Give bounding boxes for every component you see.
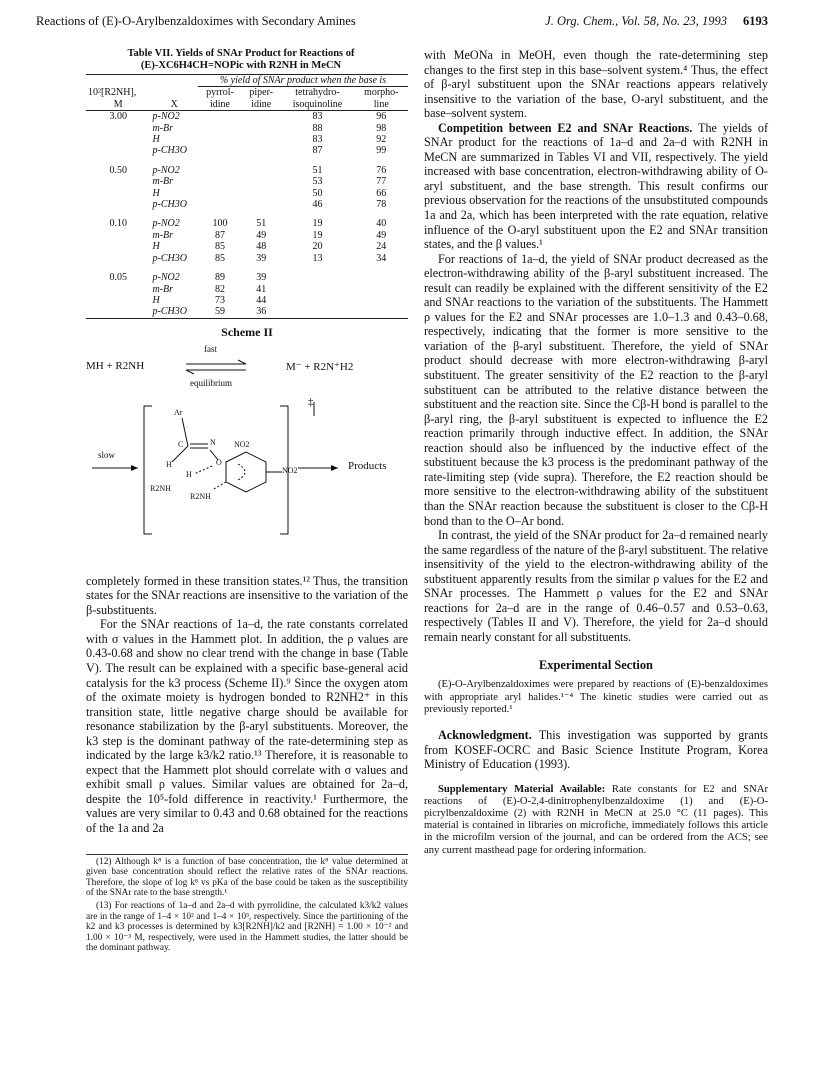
yield-cell: 39 — [256, 252, 267, 264]
yield-cell — [355, 306, 408, 318]
yield-cell: 40 — [376, 218, 387, 230]
table-caption — [74, 48, 408, 72]
substituent-cell: p-NO2 — [152, 164, 180, 176]
right-column — [424, 48, 768, 857]
experimental-heading: Experimental Section — [539, 658, 653, 673]
table-row — [86, 295, 408, 306]
journal-name: J. Org. Chem., Vol. 58, No. 23, 1993 — [545, 14, 727, 28]
table-spanner: % yield of SNAr product when the base is — [198, 75, 408, 87]
yield-cell: 85 — [214, 252, 225, 264]
substituent-cell: p-NO2 — [152, 111, 180, 123]
substituent-cell: H — [152, 134, 160, 146]
table-caption-line1: Table VII. Yields of SNAr Product for Reactions of — [127, 48, 355, 59]
slow-label: slow — [98, 449, 116, 460]
yield-cell: 51 — [256, 218, 267, 230]
col-header-pyrrolidine: pyrrol- — [206, 87, 234, 99]
table-row — [86, 123, 408, 134]
yield-cell: 87 — [312, 145, 323, 157]
substituent-cell: p-NO2 — [152, 218, 180, 230]
col-header-morpholine: morpho- — [364, 87, 399, 99]
left-column — [86, 48, 408, 954]
fast-label: fast — [204, 343, 217, 354]
substituent-cell: m-Br — [152, 176, 174, 188]
yield-cell — [198, 165, 242, 176]
yield-cell: 41 — [256, 283, 267, 295]
yield-cell: 73 — [214, 294, 225, 306]
table-row — [86, 218, 408, 229]
journal-citation — [545, 14, 768, 29]
col-header-conc: 10²[R2NH], — [88, 86, 137, 98]
scheme-ii — [86, 340, 408, 572]
reverse-arrowhead — [186, 370, 194, 374]
table-row — [86, 188, 408, 199]
yield-cell — [242, 123, 280, 134]
yield-cell: 96 — [376, 111, 387, 123]
yield-cell: 36 — [242, 306, 280, 318]
ts-bracket-left — [144, 406, 152, 534]
products-label: Products — [348, 459, 387, 472]
col-header-piperidine: piper- — [249, 87, 274, 99]
yield-cell: 87 — [214, 229, 225, 241]
right-para-1: with MeONa in MeOH, even though the rate-determining step changes to the first step in this base–solvent system.⁴ Thus, the effect of β-aryl substituent upon the SNAr reactions appears relatively insensitive to the variation of the base, O-aryl substituent, and the base–solvent system. — [424, 48, 768, 121]
yield-cell: 48 — [256, 241, 267, 253]
forward-arrowhead — [238, 360, 246, 364]
yield-cell: 77 — [376, 176, 387, 188]
footnote-rule — [86, 854, 408, 855]
yield-cell: 76 — [376, 164, 387, 176]
yield-cell — [242, 165, 280, 176]
yield-cell: 98 — [376, 122, 387, 134]
yield-cell — [198, 188, 242, 199]
table-row — [86, 241, 408, 252]
yield-cell — [242, 145, 280, 156]
yield-cell: 49 — [376, 229, 387, 241]
no2-top-label: NO2 — [234, 439, 250, 449]
o-label: O — [216, 457, 222, 467]
table-row — [86, 272, 408, 283]
yield-cell: 13 — [312, 252, 323, 264]
n-label: N — [210, 437, 216, 447]
yield-cell: 19 — [312, 229, 323, 241]
conc-cell — [86, 188, 150, 199]
table-row — [86, 306, 408, 318]
yield-cell — [242, 188, 280, 199]
yield-cell — [198, 111, 242, 123]
acknowledgment-label: Acknowledgment. — [438, 728, 532, 743]
col-header-pyrrolidine-2: idine — [198, 99, 242, 111]
left-para-1: completely formed in these transition states.¹² Thus, the transition states for the SNAr reactions are insensitive to the variation of the β-substituents. — [86, 573, 408, 617]
substituent-cell: p-CH3O — [150, 306, 197, 318]
yield-cell — [198, 145, 242, 156]
yield-cell: 92 — [376, 134, 387, 146]
conc-cell: 3.00 — [109, 111, 127, 123]
yield-cell: 99 — [376, 145, 387, 157]
substituent-cell: p-NO2 — [152, 272, 180, 284]
col-header-morpholine-2: line — [355, 99, 408, 111]
acknowledgment-text: This investigation was supported by grants from KOSEF-OCRC and Basic Science Institute Program, Korea Ministry of Education (1993). — [424, 728, 768, 772]
table-row — [86, 111, 408, 123]
running-header: Reactions of (E)-O-Arylbenzaldoximes with Secondary Amines — [36, 14, 356, 28]
ar-label: Ar — [174, 407, 183, 417]
table-row — [86, 165, 408, 176]
table-row — [86, 176, 408, 187]
conc-cell — [86, 134, 150, 145]
yield-cell — [198, 176, 242, 187]
supplementary-text: Rate constants for E2 and SNAr reactions of (E)-O-2,4-dinitrophenylbenzaldoxime (1) and (E)-O-picrylbenzaldoxime (2) with R2NH in MeCN at 25.0 °C (11 pages). This material is contained in libraries on microfiche, immediately follows this article in the microfilm version of the journal, and can be ordered from the ACS; see any current masthead page for ordering information. — [424, 783, 769, 856]
experimental-text: (E)-O-Arylbenzaldoximes were prepared by reactions of (E)-benzaldoximes with appropriate aryl halides.¹⁻⁴ The kinetic studies were carried out as previously reported.¹ — [424, 679, 768, 715]
competition-heading: Competition between E2 and SNAr Reactions. — [438, 120, 693, 135]
yield-cell — [355, 272, 408, 283]
col-header-thiq: tetrahydro- — [295, 87, 340, 99]
yield-cell: 59 — [198, 306, 242, 318]
yield-cell — [242, 134, 280, 145]
equilibrium-label: equilibrium — [190, 377, 232, 388]
right-para-4: In contrast, the yield of the SNAr product for 2a–d remained nearly the same regardless of the nature of the β-aryl substituent. The relative insensitivity of the yield to the electron-withdrawing ability of the substituent apparently results from the similar ρ values for the E2 and SNAr processes. The Hammett ρ values for the E2 and SNAr reactions for 2a–d are in the range of 0.46–0.57 and 0.53–0.63, respectively (Tables II and V). Therefore, the yield for 2a–d should remain nearly constant for all substituents. — [424, 528, 768, 644]
right-species: M⁻ + R2N⁺H2 — [286, 360, 354, 373]
yield-cell: 20 — [312, 241, 323, 253]
supplementary-label: Supplementary Material Available: — [438, 783, 606, 795]
substituent-cell: H — [152, 294, 160, 306]
yield-cell — [198, 199, 242, 210]
conc-cell — [86, 230, 150, 241]
page-number: 6193 — [743, 14, 768, 28]
ts-label: ‡ — [308, 395, 314, 408]
yield-cell: 51 — [312, 164, 323, 176]
yield-cell: 100 — [212, 218, 228, 230]
yield-cell — [198, 134, 242, 145]
c-label: C — [178, 439, 184, 449]
r2nh-nucleophile-label: R2NH — [190, 491, 211, 501]
substituent-cell: m-Br — [152, 122, 174, 134]
yield-cell — [355, 295, 408, 306]
substituent-cell: p-CH3O — [152, 145, 187, 157]
yield-cell: 44 — [256, 294, 267, 306]
yield-cell — [280, 295, 354, 306]
h-bond-dashed — [194, 466, 212, 474]
conc-cell — [86, 176, 150, 187]
slow-arrowhead — [131, 465, 138, 471]
right-para-3: For reactions of 1a–d, the yield of SNAr product decreased as the electron-withdrawing ability of the β-aryl substituent increased. The result can readily be explained with the different sensitivity of the E2 and SNAr reactions to the variation of the substituents. The Hammett ρ values for the E2 and SNAr processes are 1.0–1.3 and 0.43–0.68, respectively, indicating that the former is more sensitive to the variation of the β-aryl substituent. Therefore, the yield of SNAr product should decrease with more electron-withdrawing β-aryl substituent. The greater sensitivity of the E2 reaction to the β-aryl substituent can be attributed to the relative distance between the substituent and the reaction site. Since the Cβ-H bond is parallel to the β-aryl ring, the β-aryl substituent is expected to influence the E2 reaction primarily through inductive effect. In addition, the SNAr reaction should also be influenced by the inductive effect of the substituent because the k3 process is the predominant pathway of the rate-limiting step (vide supra). Therefore, the E2 reaction should be more sensitive to the electron-withdrawing ability of the substituent than the SNAr reaction because the substituent is closer to the Cβ-H bond than to the O–Ar bond. — [424, 251, 768, 528]
yield-cell — [242, 176, 280, 187]
right-para-2-text: The yields of SNAr product for the reactions of 1a–d and 2a–d with R2NH in MeCN are summarized in Tables VI and VII, respectively. The yield increased with base concentration, electron-withdrawing ability of O-aryl substituent, and the base strength. This result confirms our previous observation for the reactions of the unsubstituted compounds 1a and 2a, which has been interpreted with the rate equation, relative influence of the O-aryl substituent upon the E2 and SNAr transition states, and the β values.¹ — [424, 120, 769, 252]
col-header-x: X — [150, 99, 197, 111]
yield-cell — [198, 123, 242, 134]
products-arrowhead — [331, 465, 338, 471]
ring-delocalization — [238, 464, 245, 480]
yield-cell: 89 — [214, 272, 225, 284]
yield-cell — [280, 306, 354, 318]
substituent-cell: H — [152, 187, 160, 199]
scheme-diagram — [86, 340, 408, 572]
substituent-cell: p-CH3O — [152, 252, 187, 264]
conc-cell — [86, 295, 150, 306]
conc-cell — [86, 284, 150, 295]
table-row — [86, 284, 408, 295]
yield-table — [86, 74, 408, 319]
col-header-thiq-2: isoquinoline — [280, 99, 354, 111]
col-header-piperidine-2: idine — [242, 99, 280, 111]
no2-right-label: NO2 — [282, 465, 298, 475]
conc-cell — [86, 199, 150, 210]
conc-cell — [86, 123, 150, 134]
table-row — [86, 253, 408, 264]
conc-cell: 0.05 — [109, 272, 127, 284]
right-para-2 — [424, 121, 768, 252]
footnote-13: (13) For reactions of 1a–d and 2a–d with pyrrolidine, the calculated k3/k2 values are in the range of 1–4 × 10² and 1–4 × 10³, respectively. Since the partitioning of the k2 and k3 processes is determined by k3[R2NH]/k2 and [R2NH] = 1.00 × 10⁻² and 1.00 × 10⁻³ M, respectively, were used in the Hammett studies, the latter should be the dominant pathway. — [86, 900, 408, 954]
yield-cell: 82 — [214, 283, 225, 295]
yield-cell — [280, 284, 354, 295]
yield-cell: 85 — [214, 241, 225, 253]
substituent-cell: m-Br — [152, 283, 174, 295]
substituent-cell: H — [152, 241, 160, 253]
r2nh-label: R2NH — [150, 483, 171, 493]
conc-cell — [86, 253, 150, 264]
conc-cell: 0.50 — [109, 164, 127, 176]
col-header-conc-unit: M — [86, 99, 150, 111]
yield-cell: 83 — [312, 111, 323, 123]
yield-cell: 88 — [312, 122, 323, 134]
scheme-title: Scheme II — [221, 324, 273, 339]
left-para-2: For the SNAr reactions of 1a–d, the rate constants correlated with σ values in the Hammett plot. In addition, the ρ values are 0.43-0.68 and show no clear trend with the change in base (Table V). The result can be explained with a specific base-general acid catalysis for the k3 process (Scheme II).⁹ Since the oxygen atom of the oximate moiety is hydrogen bonded to R2NH2⁺ in this transition state, little negative charge should be available for resonance stabilization by the β-aryl substituents. Moreover, the k3 step is the dominant pathway of the rate-determining step as indicated by the large k3/k2 ratio.¹³ Therefore, it is reasonable to expect that the Hammett plot should correlate with σ values and exhibit small ρ values. Similar values are obtained for 2a–d, despite the 10⁵-fold difference in reactivity.¹ Furthermore, the values are very similar to 0.43 and 0.68 obtained for the reactions of the 1a and 2a — [86, 617, 408, 836]
left-species: MH + R2NH — [86, 359, 145, 372]
yield-cell — [242, 199, 280, 210]
yield-cell: 34 — [376, 252, 387, 264]
footnote-12: (12) Although k⁸ is a function of base concentration, the k⁸ value determined at given base concentration should reflect the relative rates of the SNAr reactions. Therefore, the slope of log k⁸ vs pKa of the base could be taken as the susceptibility of the SNAr rate to the base strength.¹ — [86, 856, 408, 899]
yield-cell: 46 — [312, 199, 323, 211]
conc-cell — [86, 145, 150, 156]
yield-cell: 78 — [376, 199, 387, 211]
table-row — [86, 134, 408, 145]
yield-cell: 83 — [312, 134, 323, 146]
table-row — [86, 230, 408, 241]
conc-cell — [86, 241, 150, 252]
acknowledgment — [424, 728, 768, 772]
yield-cell: 39 — [256, 272, 267, 284]
yield-cell: 66 — [376, 187, 387, 199]
picryl-ring — [226, 452, 266, 492]
h-bridge-label: H — [186, 469, 192, 479]
h-label: H — [166, 459, 172, 469]
transition-state-structure — [172, 418, 282, 492]
yield-cell: 53 — [312, 176, 323, 188]
yield-cell: 50 — [312, 187, 323, 199]
conc-cell — [86, 306, 150, 318]
yield-cell: 19 — [312, 218, 323, 230]
yield-cell: 24 — [376, 241, 387, 253]
yield-cell: 49 — [256, 229, 267, 241]
supplementary-material — [424, 784, 768, 857]
substituent-cell: m-Br — [152, 229, 174, 241]
table-caption-line2: (E)-XC6H4CH=NOPic with R2NH in MeCN — [140, 60, 342, 71]
table-row — [86, 199, 408, 210]
substituent-cell: p-CH3O — [152, 199, 187, 211]
yield-cell — [242, 111, 280, 123]
table-row — [86, 145, 408, 156]
yield-cell — [280, 272, 354, 283]
n-c-bond-dashed — [212, 482, 226, 490]
conc-cell: 0.10 — [109, 218, 127, 230]
yield-cell — [355, 284, 408, 295]
